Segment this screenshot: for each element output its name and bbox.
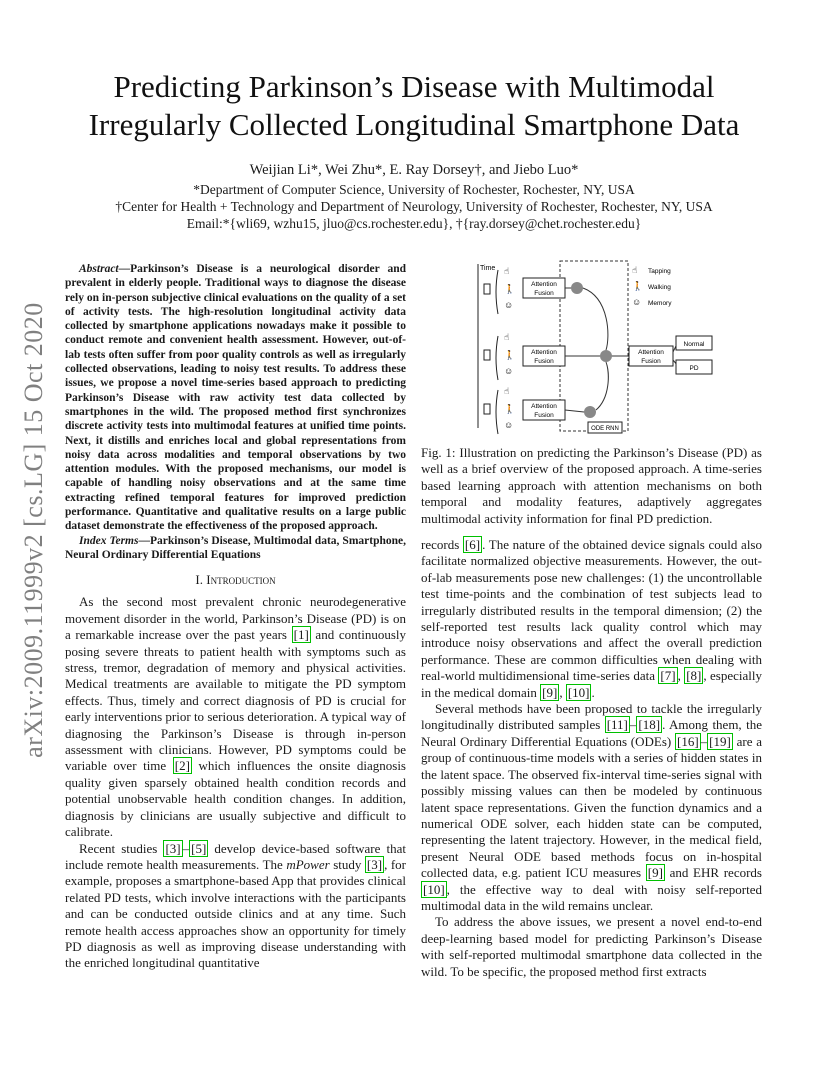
citation-link[interactable]: [1] xyxy=(293,627,309,643)
citation-link[interactable]: [3] xyxy=(165,840,181,856)
tapping-icon: ☝ xyxy=(504,332,510,342)
fusion-label: Fusion xyxy=(534,412,554,419)
index-terms-label: Index Terms xyxy=(79,534,139,547)
title-line-1: Predicting Parkinson’s Disease with Multimodal xyxy=(113,69,715,104)
right-paragraph-1: records [6] . The nature of the obtained device signals could also facilitate normalized objective measurements. However, the out-of-lab measurements pose new challenges: (1) the uncontrollable test time-points and the combination of test subjects lead to irregularly distributed results in the temporal dimension; (2) the self-reported test results lack quality control which may introduce noisy observations and affect the overall prediction performance. These are common difficulties when dealing with real-world multidimensional time-series data [7] , [8] , especially in the medical domain [9] , [10] . xyxy=(421,537,762,700)
attention-label: Attention xyxy=(531,349,557,356)
abstract-text: —Parkinson’s Disease is a neurological disorder and prevalent in elderly people. Traditional ways to diagnose the disease rely on in-person subjective clinical evaluations on the quality of a set of activity tests. The high-resolution longitudinal activity data collected by smartphone applications nowadays make it possible to conduct remote and convenient health assessment. However, out-of-lab tests often suffer from poor quality controls as well as irregularly collected observations, leading to noisy test results. To address these issues, we propose a novel time-series based approach to predicting Parkinson’s Disease with raw activity test data collected by smartphones in the wild. The proposed method first synchronizes discrete activity tests into multimodal features at unified time points. Next, it distills and enriches local and global representations from noisy data across modalities and temporal observations by two attention modules. With the proposed mechanisms, our model is capable of handling noisy observations and at the same time extracting refined temporal features for improved prediction performance. Quantitative and qualitative results on a large public dataset demonstrate the effectiveness of the proposed approach. xyxy=(65,263,406,533)
citation-link[interactable]: [3] xyxy=(366,856,383,872)
memory-icon: ☺ xyxy=(504,366,514,376)
ode-rnn-label: ODE RNN xyxy=(591,426,619,432)
walking-icon: 🚶 xyxy=(504,284,516,294)
abstract xyxy=(65,262,406,562)
citation-link[interactable]: [9] xyxy=(542,684,558,700)
figure-1-diagram xyxy=(470,258,720,436)
email-line: Email:*{wli69, wzhu15, jluo@cs.rochester.edu}, †{ray.dorsey@chet.rochester.edu} xyxy=(186,216,642,231)
time-label: Time xyxy=(480,265,496,272)
arxiv-id-text: arXiv:2009.11999v2 [cs.LG] 15 Oct 2020 xyxy=(19,302,48,758)
citation-link[interactable]: [10] xyxy=(567,684,590,700)
citation-link[interactable]: [8] xyxy=(686,668,702,684)
memory-icon: ☺ xyxy=(504,420,514,430)
modality-group-3 xyxy=(484,386,596,434)
pd-label: PD xyxy=(689,365,699,372)
attention-label: Attention xyxy=(531,403,557,410)
arxiv-identifier xyxy=(14,290,54,770)
walking-icon: 🚶 xyxy=(504,404,516,414)
citation-link[interactable]: [7] xyxy=(660,668,676,684)
fusion-label: Fusion xyxy=(534,358,554,365)
citation-link[interactable]: [2] xyxy=(174,758,190,774)
attention-label: Attention xyxy=(638,349,664,356)
affiliation-2: †Center for Health + Technology and Department of Neurology, University of Rochester, Rochester, NY, USA xyxy=(115,199,713,214)
walking-icon: 🚶 xyxy=(504,350,516,360)
affiliation-1: *Department of Computer Science, University of Rochester, Rochester, NY, USA xyxy=(193,182,635,197)
paper-title xyxy=(0,68,828,144)
index-terms-text: —Parkinson’s Disease, Multimodal data, Smartphone, Neural Ordinary Differential Equations xyxy=(65,534,406,561)
right-paragraph-3: To address the above issues, we present a novel end-to-end deep-learning based model for predicting Parkinson’s Disease with self-reported multimodal smartphone data collected in the wild. To be specific, the proposed method first extracts xyxy=(421,914,762,979)
tapping-icon: ☝ xyxy=(504,386,510,396)
citation-link[interactable]: [19] xyxy=(709,733,731,749)
citation-link[interactable]: [10] xyxy=(423,881,445,897)
left-column-body xyxy=(65,560,406,972)
figure-caption: Fig. 1: Illustration on predicting the Parkinson’s Disease (PD) as well as a brief overview of the proposed approach. A time-series based learning approach with attention mechanisms on both temporal and modality features, adaptively aggregates multimodal activity information for final PD prediction. xyxy=(421,445,762,526)
legend-walking: Walking xyxy=(648,284,671,291)
abstract-label: Abstract xyxy=(79,263,119,275)
citation-link[interactable]: [18] xyxy=(638,717,661,733)
legend-tapping-icon: ☝ xyxy=(632,265,638,275)
citation-link[interactable]: [9] xyxy=(647,865,663,881)
intro-paragraph-2: Recent studies [3] – [5] develop device-based software that include remote health measurements. The mPower study [3] , for example, proposes a smartphone-based App that provides clinical related PD tests, which involve interactions with the participants and can be conducted outside clinics and at any time. Such remote health access approaches show an opportunity for timely PD diagnosis as well as improving disease understanding with the enriched longitudinal quantitative xyxy=(65,840,406,971)
citation-link[interactable]: [11] xyxy=(606,717,628,733)
right-paragraph-2: Several methods have been proposed to tackle the irregularly longitudinally distributed samples [11] – [18] . Among them, the Neural Ordinary Differential Equations (ODEs) [16] – [19] are a group of continuous-time models with a series of hidden states in the latent space. The observed fix-interval time-series signal with possibly missing values can then be modeled by continuous latent space representations. Given the function dynamics and a numerical ODE solver, each hidden state can be computed, representing the latent trajectory. However, in the medical field, present Neural ODE based methods focus on in-hospital collected data, e.g. patient ICU measures [9] and EHR records [10] , the effective way to deal with noisy self-reported multimodal data in the wild remains unclear. xyxy=(421,701,763,913)
right-column-body xyxy=(421,537,762,980)
intro-paragraph-1: As the second most prevalent chronic neurodegenerative movement disorder in the world, Parkinson’s Disease (PD) is on a remarkable increase over the past years [1] and continuously posing severe threats to patient health with symptoms such as stress, tremor, degradation of memory and physical activities. Medical treatments are available to mitigate the PD symptom effects. Thus, timely and correct diagnosis of PD is crucial for early interventions prior to serious deterioration. A typical way of diagnosing the Parkinson’s Disease is through in-person assessment with clinicians. However, PD symptoms could be variable over time [2] which influences the onsite diagnosis quality given sparsely obtained health condition records and potential unobservable health condition changes. In addition, diagnosis by clinicians are usually subjective and difficult to calibrate. xyxy=(65,594,407,840)
legend-memory: Memory xyxy=(648,300,672,307)
citation-link[interactable]: [16] xyxy=(676,733,699,749)
attention-label: Attention xyxy=(531,281,557,288)
legend-tapping: Tapping xyxy=(648,268,671,275)
citation-link[interactable]: [6] xyxy=(464,537,481,552)
legend-memory-icon: ☺ xyxy=(632,297,642,307)
normal-label: Normal xyxy=(683,341,705,348)
tapping-icon: ☝ xyxy=(504,266,510,276)
legend-walking-icon: 🚶 xyxy=(632,281,644,291)
modality-group-1 xyxy=(484,266,583,314)
citation-link[interactable]: [5] xyxy=(191,840,207,856)
title-line-2: Irregularly Collected Longitudinal Smartphone Data xyxy=(88,107,740,142)
ode-rnn-box xyxy=(560,261,628,431)
fusion-label: Fusion xyxy=(641,358,661,365)
section-heading: I. Introduction xyxy=(195,572,276,587)
memory-icon: ☺ xyxy=(504,300,514,310)
fusion-label: Fusion xyxy=(534,290,554,297)
authors: Weijian Li*, Wei Zhu*, E. Ray Dorsey†, and Jiebo Luo* xyxy=(249,162,579,178)
